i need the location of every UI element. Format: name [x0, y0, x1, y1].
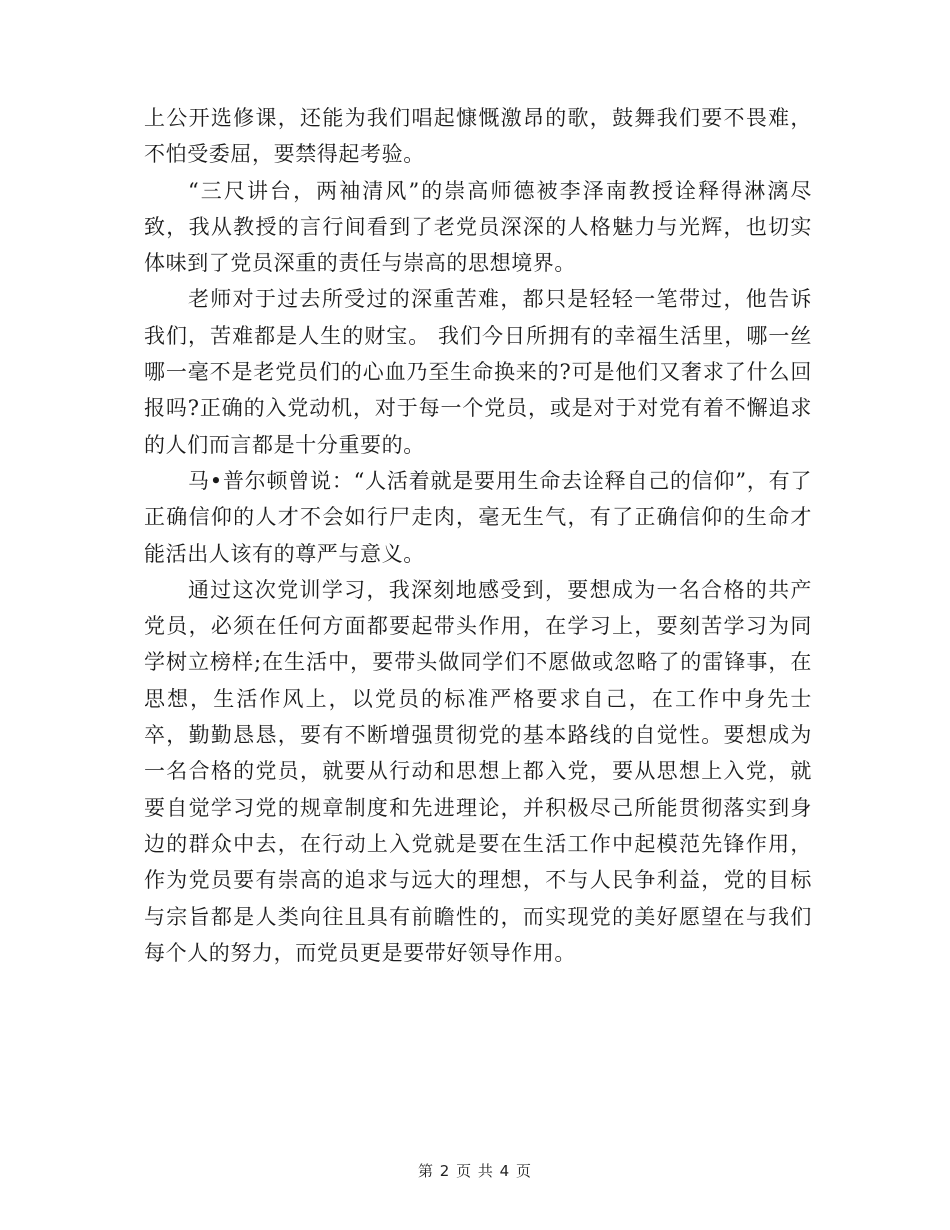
paragraph-4: 马•普尔顿曾说：“人活着就是要用生命去诠释自己的信仰”，有了正确信仰的人才不会如行尸走肉，毫无生气，有了正确信仰的生命才能活出人该有的尊严与意义。: [144, 468, 812, 566]
paragraph-3: 老师对于过去所受过的深重苦难，都只是轻轻一笔带过，他告诉我们，苦难都是人生的财宝。 我们今日所拥有的幸福生活里，哪一丝哪一毫不是老党员们的心血乃至生命换来的?可是他们又奢求了什么回报吗?正确的入党动机，对于每一个党员，或是对于对党有着不懈追求的人们而言都是十分重要的。: [144, 287, 812, 457]
paragraph-2: “三尺讲台，两袖清风”的崇高师德被李泽南教授诠释得淋漓尽致，我从教授的言行间看到了老党员深深的人格魅力与光辉，也切实体味到了党员深重的责任与崇高的思想境界。: [144, 178, 812, 276]
document-body: [144, 100, 812, 971]
paragraph-5: 通过这次党训学习，我深刻地感受到，要想成为一名合格的共产党员，必须在任何方面都要起带头作用，在学习上，要刻苦学习为同学树立榜样;在生活中，要带头做同学们不愿做或忽略了的雷锋事，在思想，生活作风上，以党员的标准严格要求自己，在工作中身先士卒，勤勤恳恳，要有不断增强贯彻党的基本路线的自觉性。要想成为一名合格的党员，就要从行动和思想上都入党，要从思想上入党，就要自觉学习党的规章制度和先进理论，并积极尽己所能贯彻落实到身边的群众中去，在行动上入党就是要在生活工作中起模范先锋作用，作为党员要有崇高的追求与远大的理想，不与人民争利益，党的目标与宗旨都是人类向往且具有前瞻性的，而实现党的美好愿望在与我们每个人的努力，而党员更是要带好领导作用。: [144, 577, 812, 965]
page-number-footer: 第 2 页 共 4 页: [418, 1162, 532, 1180]
paragraph-1: 上公开选修课，还能为我们唱起慷慨激昂的歌，鼓舞我们要不畏难，不怕受委屈，要禁得起考验。: [144, 106, 812, 167]
